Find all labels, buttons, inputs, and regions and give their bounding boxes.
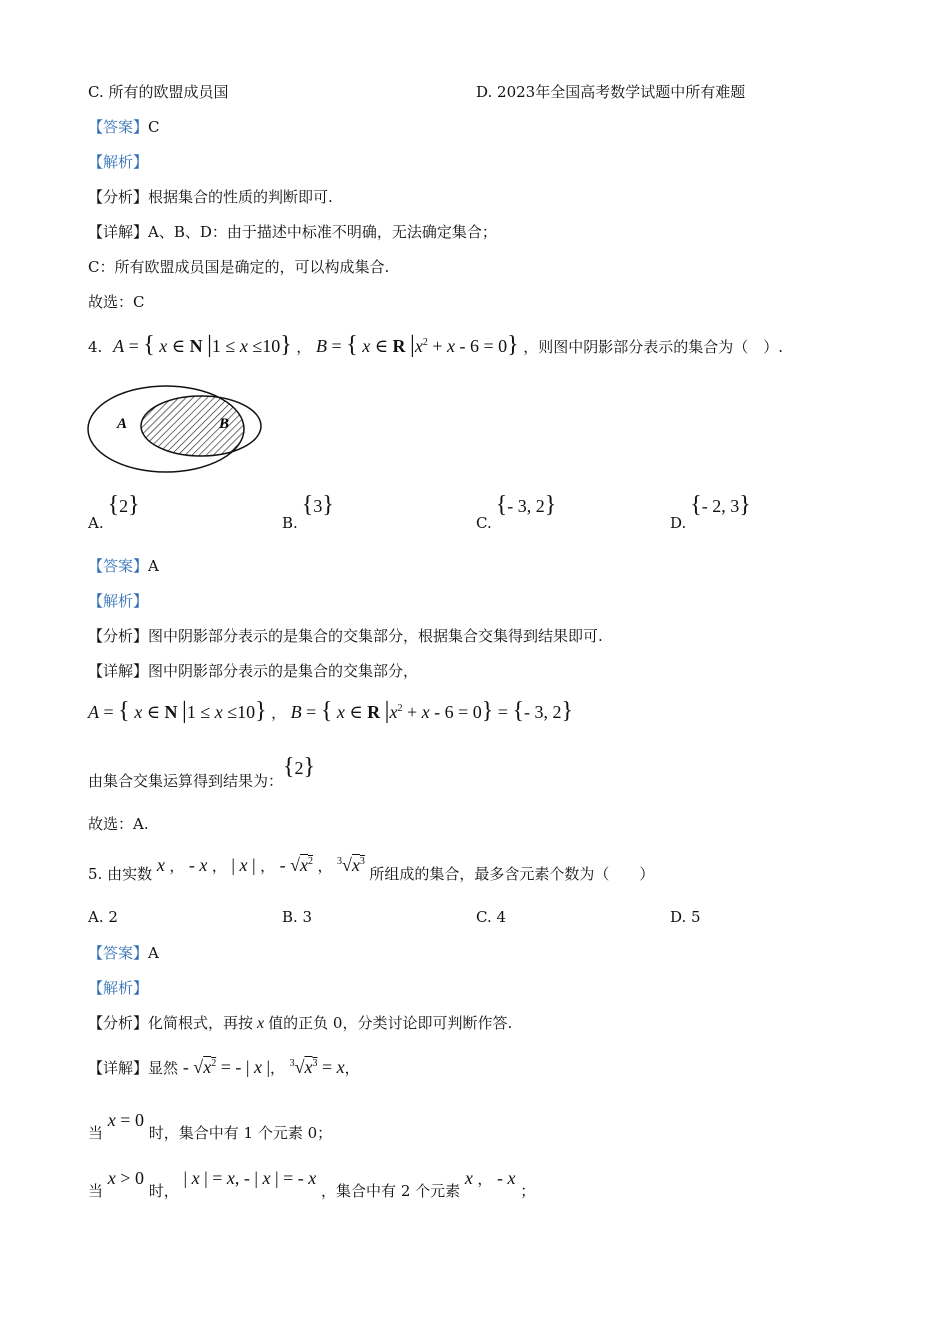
xiangjie-text: 图中阴影部分表示的是集合的交集部分， [148,662,419,680]
q5-case1-line [88,1106,333,1142]
q4-analysis-tag: 【解析】 [88,592,149,610]
q5-xiangjie-formula: - $√x^2$ = - | x |， $^3√x^3 = x$， [182,1057,360,1077]
result-value: 2 [294,758,304,778]
q5-case2-line [88,1164,536,1200]
answer-tag: 【答案】 [88,557,149,575]
fenxi-text: 图中阴影部分表示的是集合的交集部分，根据集合交集得到结果即可. [148,627,603,645]
q5-tail: 所组成的集合，最多含元素个数为（ ） [369,865,655,883]
xiangjie-tag: 【详解】 [88,662,149,680]
q4-option-c: C.{- 3, 2} [476,492,557,532]
opt-a-value: 2 [119,496,129,516]
fenxi-tag: 【分析】 [88,1014,149,1032]
q5-analysis-tag: 【解析】 [88,979,149,997]
venn-label-a: A [117,416,128,432]
q4-result-line: 由集合交集运算得到结果为：{2} [88,754,316,790]
case2-condition: x > 0 [107,1168,144,1188]
q5-intro: 5. 由实数 [88,865,153,883]
opt-d-value: - 2, 3 [701,496,740,516]
xiangjie-tag: 【详解】 [88,1059,149,1077]
fenxi-tag: 【分析】 [88,188,149,206]
q4-answer-line [88,556,159,576]
q5-answer-line [88,943,159,963]
q4-fenxi-line [88,626,603,646]
q4-stem: 4. A = { x ∈ N |1 ≤ x ≤10} ， B = { x ∈ R $|x^2 + x - 6 = 0$} ，则图中阴影部分表示的集合为（ ）. [88,332,783,358]
xiangjie-pre: 显然 [148,1059,179,1077]
case1-condition: x = 0 [107,1110,144,1130]
answer-value: A [148,557,159,575]
case2-pre: 当 [88,1182,104,1200]
q4-option-a: A.{2} [88,492,140,532]
q4-set-b-formula: B = { x ∈ R $|x^2 + x - 6 = 0$} [316,332,519,358]
q4-option-b: B.{3} [282,492,334,532]
q5-numbers-formula: x ， - x ， | x | ， - $√x^2$ ， $^3√x^3$ [156,855,365,875]
answer-value: C [148,118,160,136]
q4-set-a-formula: A = { x ∈ N |1 ≤ x ≤10} [113,332,292,358]
q5-xiangjie-line [88,1050,360,1083]
case2-formula: | x | = x, - | x | = - x [183,1168,317,1188]
q3-choose: 故选：C [88,293,145,311]
q4-option-d: D.{- 2, 3} [670,492,751,532]
q3-fenxi-line [88,187,333,207]
q3-xiangjie-line [88,222,497,242]
venn-label-b: B [219,416,230,432]
xiangjie-tag: 【详解】 [88,223,149,241]
q4-sets-formula: A = { x ∈ N |1 ≤ x ≤10} ， B = { x ∈ R $|x^2 + x - 6 = 0$} = {- 3, 2} [88,698,574,724]
q3-answer-line [88,117,160,137]
q4-tail: ，则图中阴影部分表示的集合为（ ）. [523,338,783,356]
q5-option-b: B. 3 [282,908,313,926]
fenxi-post: 值的正负 0，分类讨论即可判断作答. [268,1014,513,1032]
fenxi-tag: 【分析】 [88,627,149,645]
q5-stem [88,848,654,881]
case2-elements: x ， - x [464,1168,516,1188]
case2-end: ； [520,1182,536,1200]
q3-option-d: D. 2023年全国高考数学试题中所有难题 [476,83,746,101]
q5-option-a: A. 2 [88,908,118,926]
q4-number: 4. [88,338,103,356]
case2-mid: 时， [148,1182,179,1200]
case2-post: ，集合中有 2 个元素 [321,1182,461,1200]
answer-value: A [148,944,159,962]
q4-choose: 故选：A. [88,815,149,833]
q5-fenxi-line: 【分析】化简根式，再按 x 值的正负 0，分类讨论即可判断作答. [88,1014,513,1032]
result-text: 由集合交集运算得到结果为： [88,772,284,790]
fenxi-text: 根据集合的性质的判断即可. [148,188,333,206]
case1-post: 时，集合中有 1 个元素 0； [148,1124,333,1142]
answer-tag: 【答案】 [88,944,149,962]
q5-option-d: D. 5 [670,908,701,926]
q3-analysis-tag: 【解析】 [88,153,149,171]
opt-b-value: 3 [313,496,323,516]
answer-tag: 【答案】 [88,118,149,136]
q5-option-c: C. 4 [476,908,507,926]
q3-option-c: C. 所有的欧盟成员国 [88,83,229,101]
q3-line-c: C：所有欧盟成员国是确定的，可以构成集合. [88,258,390,276]
xiangjie-text: A、B、D：由于描述中标准不明确，无法确定集合； [148,223,497,241]
opt-c-value: - 3, 2 [507,496,545,516]
venn-diagram [86,384,266,476]
case1-pre: 当 [88,1124,104,1142]
fenxi-pre: 化简根式，再按 [148,1014,254,1032]
q4-xiangjie-line [88,661,418,681]
